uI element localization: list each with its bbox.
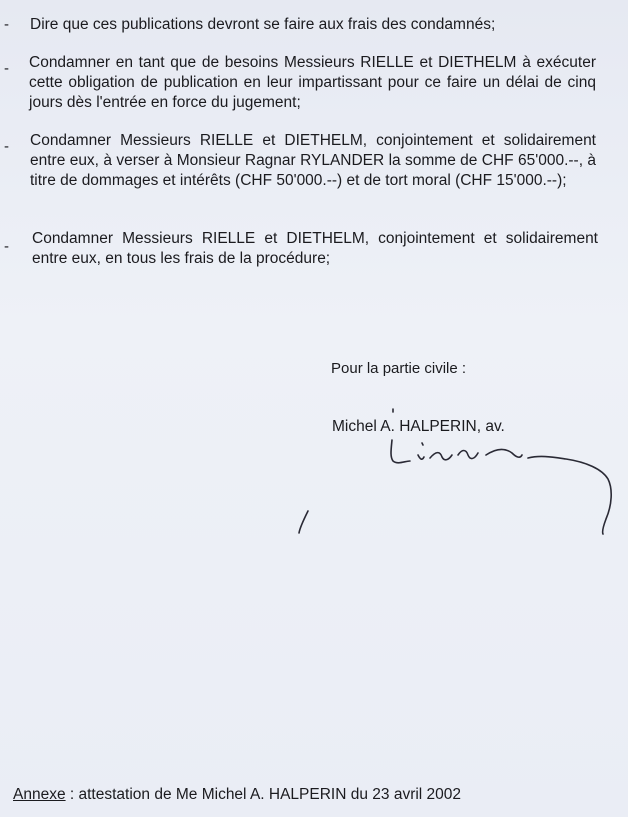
list-marker: - <box>4 138 9 155</box>
annex-label: Annexe <box>13 786 66 803</box>
clause-text: Condamner Messieurs RIELLE et DIETHELM, conjointement et solidairement entre eux, en tous les frais de la procédure; <box>32 230 598 267</box>
signature-intro: Pour la partie civile : <box>331 360 467 377</box>
clause-text: Condamner Messieurs RIELLE et DIETHELM, conjointement et solidairement entre eux, à verser à Monsieur Ragnar RYLANDER la somme de CHF 65'000.--, à titre de dommages et intérêts (CHF 50'000.--) et de tort moral (CHF 15'000.--); <box>30 132 596 189</box>
annex-line <box>13 786 461 804</box>
clause-text: Dire que ces publications devront se faire aux frais des condamnés; <box>30 16 496 33</box>
clause-text: Condamner en tant que de besoins Messieurs RIELLE et DIETHELM à exécuter cette obligation de publication en leur impartissant pour ce faire un délai de cinq jours dès l'entrée en force du jugement; <box>29 54 596 111</box>
signer-name: Michel A. HALPERIN, av. <box>332 418 505 435</box>
list-marker: - <box>4 16 9 33</box>
annex-text: : attestation de Me Michel A. HALPERIN du 23 avril 2002 <box>65 786 462 803</box>
list-marker: - <box>4 60 9 77</box>
list-marker: - <box>4 238 9 255</box>
